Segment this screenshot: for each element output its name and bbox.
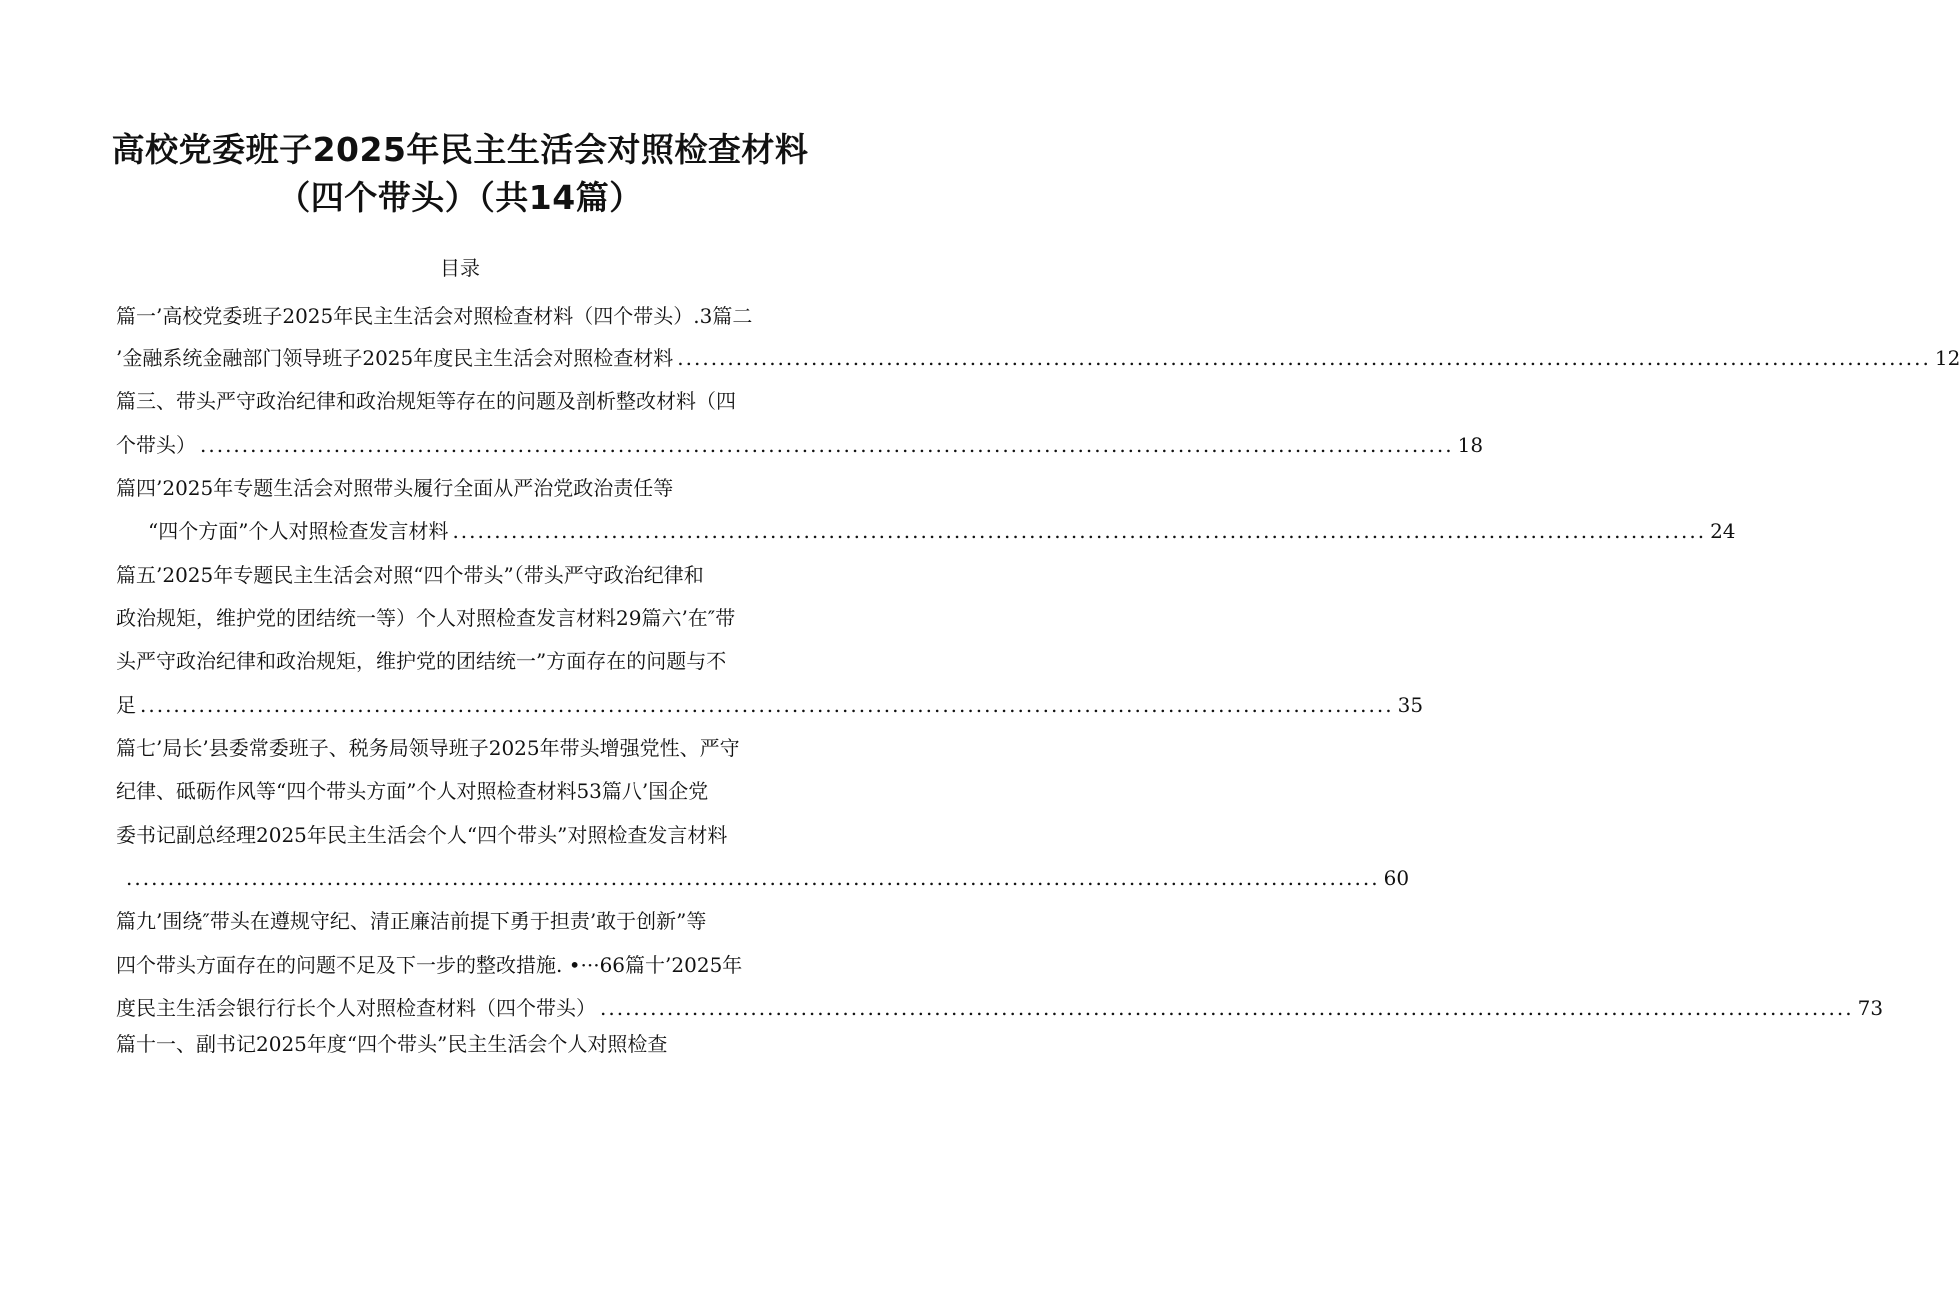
toc-line	[116, 344, 1960, 372]
toc-page-number: 24	[1710, 519, 1736, 543]
toc-leader-dots: ......................................................................................................................................................	[677, 346, 1931, 370]
toc-text: 头严守政治纪律和政治规矩，维护党的团结统一”方面存在的问题与不	[116, 649, 727, 673]
toc-text: 足	[116, 693, 136, 717]
toc-text: 篇一’高校党委班子2025年民主生活会对照检查材料（四个带头）.3篇二	[116, 304, 753, 328]
toc-text: 篇四’2025年专题生活会对照带头履行全面从严治党政治责任等	[116, 476, 674, 500]
toc-leader-dots: ......................................................................................................................................................	[126, 866, 1380, 890]
toc-line	[116, 561, 704, 589]
toc-text: 度民主生活会银行行长个人对照检查材料（四个带头）	[116, 996, 596, 1020]
toc-page-number: 35	[1397, 693, 1424, 717]
toc-text: “四个方面”个人对照检查发言材料	[148, 519, 449, 543]
toc-line	[116, 1030, 667, 1058]
toc-text: 篇十一、副书记2025年度“四个带头”民主生活会个人对照检查	[116, 1032, 668, 1056]
toc-line	[122, 864, 1410, 892]
toc-text: 篇五’2025年专题民主生活会对照“四个带头”（带头严守政治纪律和	[116, 563, 704, 587]
toc-line	[148, 517, 1736, 545]
toc-line	[116, 387, 736, 415]
toc-page-number: 18	[1457, 433, 1484, 457]
toc-text: 篇七’局长’县委常委班子、税务局领导班子2025年带头增强党性、严守	[116, 736, 740, 760]
toc-line	[116, 734, 740, 762]
toc-line	[116, 777, 708, 805]
toc-text: 四个带头方面存在的问题不足及下一步的整改措施. •···66篇十’2025年	[116, 953, 743, 977]
toc-page-number: 12	[1934, 346, 1960, 370]
toc-page-number: 73	[1857, 996, 1884, 1020]
toc-leader-dots: ......................................................................................................................................................	[452, 519, 1707, 543]
toc-text: 委书记副总经理2025年民主生活会个人“四个带头”对照检查发言材料	[116, 823, 728, 847]
toc-text: 篇三、带头严守政治纪律和政治规矩等存在的问题及剖析整改材料（四	[116, 389, 736, 413]
toc-text: 政治规矩，维护党的团结统一等）个人对照检查发言材料29篇六’在″带	[116, 606, 736, 630]
toc-text: 篇九’围绕″带头在遵规守纪、清正廉洁前提下勇于担责’敢于创新”等	[116, 909, 707, 933]
toc-line	[116, 691, 1424, 719]
toc-line	[116, 994, 1884, 1022]
toc-text: ’金融系统金融部门领导班子2025年度民主生活会对照检查材料	[116, 346, 674, 370]
toc-line	[116, 474, 673, 502]
toc-line	[116, 431, 1484, 459]
toc-line	[116, 907, 706, 935]
toc-text: 个带头）	[116, 433, 196, 457]
toc-line	[116, 647, 726, 675]
toc-leader-dots: ......................................................................................................................................................	[600, 996, 1854, 1020]
toc-leader-dots: ......................................................................................................................................................	[200, 433, 1454, 457]
document-title-line-1: 高校党委班子2025年民主生活会对照检查材料	[111, 130, 809, 169]
toc-line	[116, 604, 735, 632]
toc-text: 纪律、砥砺作风等“四个带头方面”个人对照检查材料53篇八’国企党	[116, 779, 709, 803]
toc-line	[116, 302, 752, 330]
document-title-line-2: （四个带头）（共14篇）	[277, 178, 643, 217]
toc-line	[116, 821, 727, 849]
toc-line	[116, 951, 742, 979]
toc-leader-dots: ......................................................................................................................................................	[140, 693, 1394, 717]
toc-heading: 目录	[440, 256, 480, 280]
toc-page-number: 60	[1383, 866, 1410, 890]
